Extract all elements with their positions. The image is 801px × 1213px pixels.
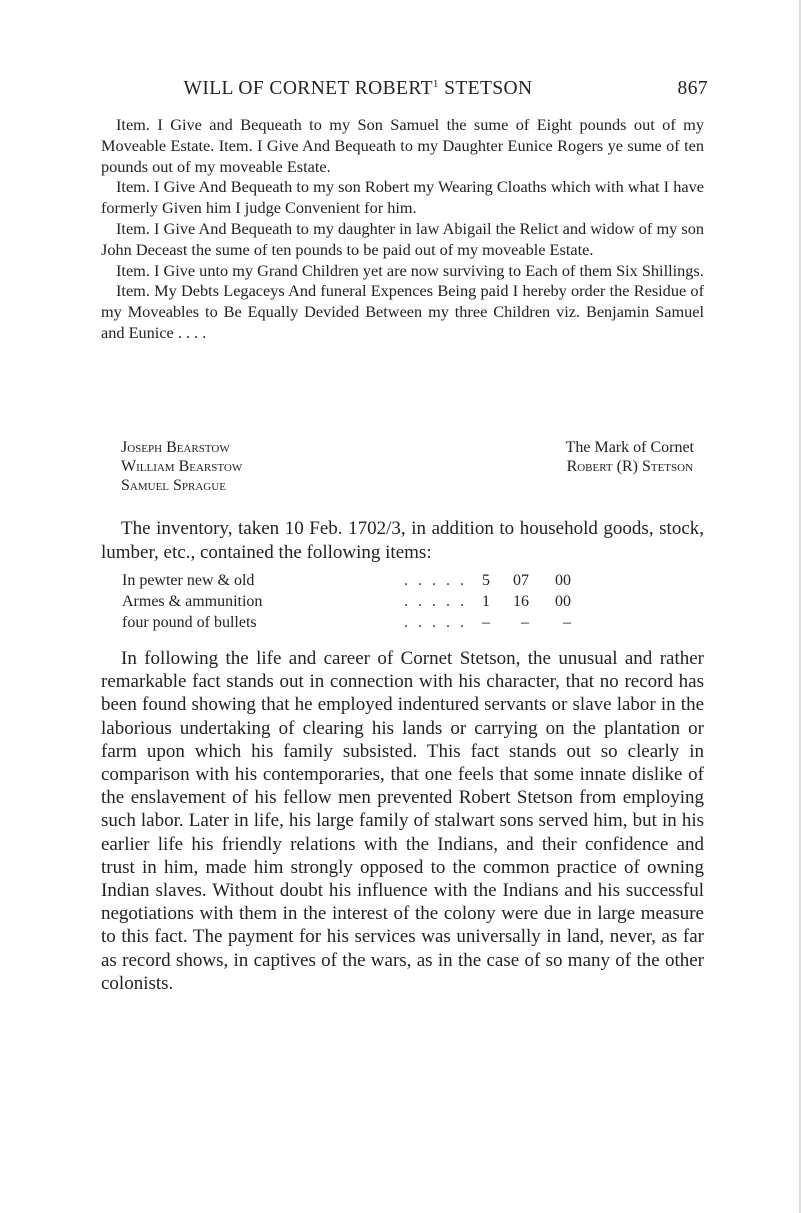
witness-list — [121, 438, 242, 495]
inventory-intro — [101, 517, 704, 564]
inventory-table — [122, 570, 642, 633]
inventory-pence: – — [563, 614, 571, 631]
narrative-paragraph: In following the life and career of Cornet Stetson, the unusual and rather remarkable fact stands out in connection with his character, that no record has been found showing that he employed indentured servants or slave labor in the laborious undertaking of clearing his lands or carrying on the plantation or farm upon which his family subsisted. This fact stands out so clearly in comparison with his contemporaries, that one feels that some innate dislike of the enslavement of his fellow men prevented Robert Stetson from employing such labor. Later in life, his large family of stalwart sons served him, but in his earlier life his friendly relations with the Indians, and their confidence and trust in him, made him strongly opposed to the common practice of owning Indian slaves. Without doubt his influence with the Indians and his successful negotiations with them in the interest of the colony were due in large measure to this fact. The payment for his services was universally in land, never, as far as record shows, in captives of the wars, as in the case of so many of the other colonists. — [101, 648, 704, 994]
leader-dots: . . . . . — [404, 593, 467, 610]
witness-name: Joseph Bearstow — [121, 439, 230, 456]
testator-mark-line: The Mark of Cornet — [565, 439, 694, 456]
narrative-section — [101, 647, 704, 995]
testator-name: Robert (R) Stetson — [566, 458, 694, 475]
running-title-end: STETSON — [438, 78, 533, 99]
inventory-pounds: – — [482, 614, 490, 631]
leader-dots: . . . . . — [404, 572, 467, 589]
inventory-shillings: 07 — [513, 572, 529, 589]
inventory-row — [122, 570, 642, 591]
inventory-pounds: 5 — [482, 572, 490, 589]
inventory-intro-text: The inventory, taken 10 Feb. 1702/3, in addition to household goods, stock, lumber, etc., contained the following items: — [101, 518, 704, 563]
inventory-pence: 00 — [555, 593, 571, 610]
testator-signature — [566, 438, 694, 476]
signatures — [101, 438, 704, 500]
inventory-item: four pound of bullets — [122, 614, 257, 631]
inventory-pence: 00 — [555, 572, 571, 589]
witness-name: Samuel Sprague — [121, 477, 226, 494]
will-item: Item. My Debts Legaceys And funeral Expences Being paid I hereby order the Residue of my Moveables to Be Equally Devided Between my three Children viz. Benjamin Samuel and Eunice . . . . — [101, 281, 704, 342]
inventory-shillings: – — [521, 614, 529, 631]
witness-name: William Bearstow — [121, 458, 243, 475]
footnote-marker: 1 — [432, 78, 439, 90]
leader-dots: . . . . . — [404, 614, 467, 631]
will-item: Item. I Give and Bequeath to my Son Samuel the sume of Eight pounds out of my Moveable Estate. Item. I Give And Bequeath to my Daughter Eunice Rogers ye sume of ten pounds out of my moveable Estate. — [101, 115, 704, 176]
inventory-pounds: 1 — [482, 593, 490, 610]
will-items — [101, 115, 704, 344]
inventory-row — [122, 612, 642, 633]
inventory-item: In pewter new & old — [122, 572, 255, 589]
inventory-row — [122, 591, 642, 612]
inventory-shillings: 16 — [513, 593, 529, 610]
running-title-text: WILL OF CORNET ROBERT — [183, 78, 433, 99]
inventory-item: Armes & ammunition — [122, 593, 263, 610]
running-title — [118, 78, 598, 100]
page-number: 867 — [677, 78, 708, 99]
will-item: Item. I Give And Bequeath to my daughter in law Abigail the Relict and widow of my son John Deceast the sume of ten pounds to be paid out of my moveable Estate. — [101, 218, 704, 259]
will-item: Item. I Give And Bequeath to my son Robert my Wearing Cloaths which with what I have formerly Given him I judge Convenient for him. — [101, 177, 704, 218]
will-item: Item. I Give unto my Grand Children yet are now surviving to Each of them Six Shillings. — [116, 260, 704, 280]
running-header — [118, 78, 708, 104]
